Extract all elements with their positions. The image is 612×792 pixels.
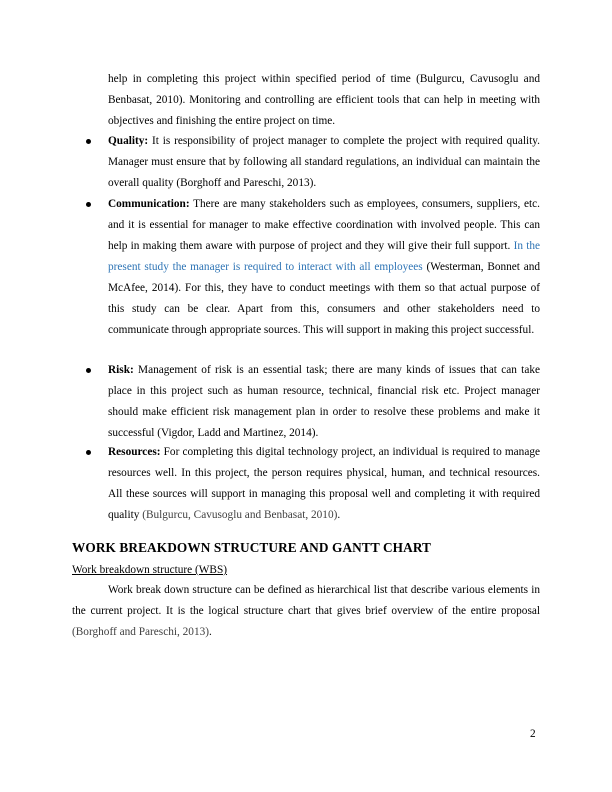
bullet-label: Quality: (108, 135, 149, 147)
citation: (Borghoff and Pareschi, 2013) (72, 626, 210, 638)
section-heading: WORK BREAKDOWN STRUCTURE AND GANTT CHART (72, 540, 432, 555)
bullet-tail: . (337, 509, 341, 521)
bullet-text-continued: (Westerman, Bonnet and McAfee, 2014). For this, they have to conduct meetings with them so that actual purpose of this study can be clear. Apart from this, consumers and other stakeholders need to communicate through appropriate sources. This will support in making this project successful. (108, 261, 541, 336)
bullet-text: For completing this digital technology project, an individual is required to manage resources well. In this project, the person requires physical, human, and technical resources. All these sources will support in managing this proposal well and completing it with required quality (108, 446, 540, 521)
bullet-label: Risk: (108, 364, 134, 376)
bullet-label: Resources: (108, 446, 161, 458)
bullet-text: It is responsibility of project manager to complete the project with required quality. Manager must ensure that by following all standard regulations, an individual can maintain the overall quality (Borghoff and Pareschi, 2013). (108, 135, 540, 189)
bullet-resources (108, 442, 540, 526)
section-body-text: Work break down structure can be defined as hierarchical list that describe various elements in the current project. It is the logical structure chart that gives brief overview of the entire proposal (72, 584, 540, 617)
page-number: 2 (530, 728, 536, 740)
section-body (72, 580, 540, 643)
bullet-text: There are many stakeholders such as employees, consumers, suppliers, etc. and it is essential for manager to make effective coordination with involved people. This can help in making them aware with purpose of project and they will give their full support. (108, 198, 540, 252)
bullet-risk (108, 360, 540, 444)
bullet-quality (108, 131, 540, 194)
bullet-icon (86, 450, 91, 455)
highlighted-text: In the present study the manager is required to interact with all employees (108, 240, 541, 273)
section-body-tail: . (209, 626, 212, 638)
bullet-communication (108, 194, 540, 341)
intro-paragraph: help in completing this project within specified period of time (Bulgurcu, Cavusoglu and Benbasat, 2010). Monitoring and controlling are efficient tools that can help in meeting with objectives and finishing the entire project on time. (108, 73, 540, 127)
citation: (Bulgurcu, Cavusoglu and Benbasat, 2010) (142, 509, 338, 521)
bullet-text: Management of risk is an essential task; there are many kinds of issues that can take place in this project such as human resource, technical, financial risk etc. Project manager should make efficient risk management plan in order to resolve these problems and make it successful (Vigdor, Ladd and Martinez, 2014). (108, 364, 540, 439)
bullet-icon (86, 139, 91, 144)
section-subheading: Work breakdown structure (WBS) (72, 564, 228, 576)
bullet-icon (86, 202, 91, 207)
bullet-icon (86, 368, 91, 373)
bullet-label: Communication: (108, 198, 190, 210)
